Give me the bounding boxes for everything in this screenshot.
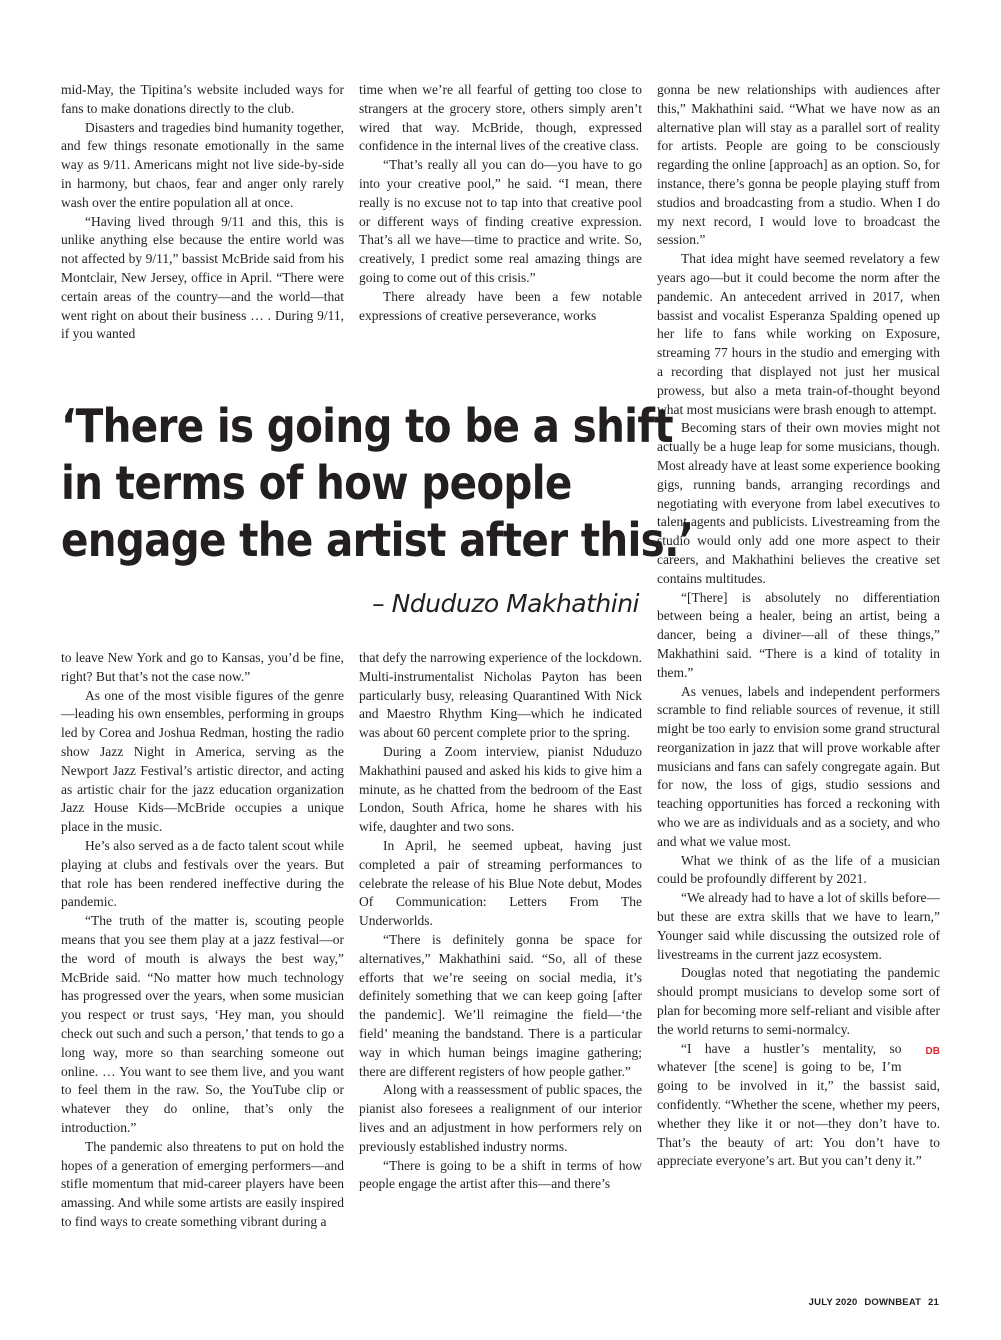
paragraph: “The truth of the matter is, scouting people means that you see them play at a jazz festival—or the word of mouth is always the best way,” McBride said. “No matter how much technology has progressed over the years, when some musician you respect or trust says, ‘Hey man, you should check out such and such a person,’ that tends to go a long way, more so than searching someone out online. … You want to see them live, and you want to feel them in the raw. So, the YouTube clip or whatever they do online, that’s only the introduction.”	[61, 913, 344, 1135]
column-2-top	[359, 81, 642, 325]
column-3	[657, 81, 940, 1171]
paragraph: That idea might have seemed revelatory a few years ago—but it could become the norm after the pandemic. An antecedent arrived in 2017, when bassist and vocalist Esperanza Spalding opened up her life to fans while working on Exposure, streaming 77 hours in the studio and emerging with a recording that displayed not just her musical prowess, but also a meta train-of-thought beyond what most musicians were brash enough to attempt.	[657, 251, 940, 417]
paragraph: Becoming stars of their own movies might not actually be a huge leap for some musicians, though. Most already have at least some experience booking gigs, running bands, arranging recordings and negotiating with everyone from label executives to talent agents and publicists. Livestreaming from the studio would only add one more aspect to their careers, and Makhathini believes the creative set contains multitudes.	[657, 420, 940, 586]
page-footer	[805, 1297, 939, 1308]
paragraph: gonna be new relationships with audiences after this,” Makhathini said. “What we have now as an alternative plan will stay as a parallel sort of reality for artists. People are going to be consciously regarding the online [approach] as an option. So, for instance, there’s gonna be people playing stuff from studios and broadcasting from a studio. When I do my next record, I would love to broadcast the session.”	[657, 82, 940, 248]
footer-date: JULY 2020	[808, 1297, 858, 1308]
paragraph: Douglas noted that negotiating the pandemic should prompt musicians to develop some sort of plan for becoming more self-reliant and visible after the world returns to semi-normalcy.	[657, 965, 940, 1037]
pull-quote	[61, 398, 694, 569]
paragraph: As venues, labels and independent performers scramble to find reliable sources of revenue, it still might be too early to envision some grand structural reorganization in jazz that will prove workable after musicians and fans can safely congregate again. But for now, the loss of gigs, studio sessions and teaching opportunities has forced a reckoning with who we are as individuals and as a society, and who and what we value most.	[657, 683, 940, 849]
paragraph-text: “I have a hustler’s mentality, so whatever [the scene] is going to be, I’m going to be involved in it,” the bassist said, confidently. “Whether the scene, whether my peers, whether they like it or not—they don’t have to. That’s the beauty of art: You don’t have to appreciate everyone’s art. But you can’t deny it.”	[657, 1040, 940, 1169]
paragraph: What we think of as the life of a musician could be profoundly different by 2021.	[657, 852, 940, 887]
column-1-top	[61, 81, 344, 344]
paragraph: to leave New York and go to Kansas, you’d be fine, right? But that’s not the case now.”	[61, 650, 344, 684]
paragraph: “There is definitely gonna be space for alternatives,” Makhathini said. “So, all of these efforts that we’re seeing on social media, it’s definitely something that we can keep going [after the pandemic]. We’ll reimagine the field—‘the field’ meaning the bandstand. There is a particular way in which human beings imagine gathering; there are different registers of how people gather.”	[359, 931, 642, 1079]
paragraph: The pandemic also threatens to put on hold the hopes of a generation of emerging performers—and stifle momentum that mid-career players have been amassing. And while some artists are easily inspired to find ways to create something vibrant during a	[61, 1138, 344, 1229]
footer-page-number: 21	[928, 1297, 939, 1308]
paragraph: Along with a reassessment of public spaces, the pianist also foresees a realignment of our interior lives and an adjustment in how performers rely on previously established industry norms.	[359, 1082, 642, 1154]
end-mark: DB	[925, 1045, 940, 1057]
column-1-bottom	[61, 649, 344, 1232]
pull-quote-attribution: – Nduduzo Makhathini	[372, 589, 639, 618]
footer-magazine: DOWNBEAT	[864, 1297, 922, 1308]
paragraph: “[There] is absolutely no differentiation between being a healer, being an artist, being a dancer, being a diviner—all of these things,” Makhathini said. “There is a kind of totality in them.”	[657, 589, 940, 680]
paragraph: He’s also served as a de facto talent scout while playing at clubs and festivals over the years. But that role has been rendered ineffective during the pandemic.	[61, 837, 344, 910]
paragraph: During a Zoom interview, pianist Nduduzo Makhathini paused and asked his kids to give him a minute, as he chatted from the bedroom of the East London, South Africa, home he shares with his wife, daughter and two sons.	[359, 743, 642, 835]
paragraph: As one of the most visible figures of the genre—leading his own ensembles, performing in groups led by Corea and Joshua Redman, hosting the radio show Jazz Night in America, serving as the Newport Jazz Festival’s artistic director, and acting as artistic chair for the jazz education organization Jazz House Kids—McBride occupies a unique place in the music.	[61, 687, 344, 835]
paragraph: There already have been a few notable expressions of creative perseverance, works	[359, 288, 642, 323]
paragraph: “That’s really all you can do—you have to go into your creative pool,” he said. “I mean, there really is no excuse not to tap into that creative pool or different ways of finding creative expression. That’s all we have—time to practice and write. So, creatively, I predict some real amazing things are going to come out of this crisis.”	[359, 157, 642, 285]
paragraph: Disasters and tragedies bind humanity together, and few things resonate emotionally in the same way as 9/11. Americans might not live side-by-side in harmony, but chaos, fear and anger only rarely wash over the entire population all at once.	[61, 119, 344, 210]
paragraph: that defy the narrowing experience of the lockdown. Multi-instrumentalist Nicholas Payton has been particularly busy, releasing Quarantined With Nick and Maestro Rhythm King—which he indicated was about 60 percent complete prior to the spring.	[359, 650, 642, 741]
paragraph: In April, he seemed upbeat, having just completed a pair of streaming performances to celebrate the release of his Blue Note debut, Modes Of Communication: Letters From The Underworlds.	[359, 837, 642, 929]
paragraph: mid-May, the Tipitina’s website included ways for fans to make donations directly to the club.	[61, 82, 344, 116]
paragraph: “We already had to have a lot of skills before—but these are extra skills that we have to learn,” Younger said while discussing the outsized role of livestreams in the current jazz ecosystem.	[657, 890, 940, 962]
paragraph: time when we’re all fearful of getting too close to strangers at the grocery store, others simply aren’t wired that way. McBride, though, expressed confidence in the internal lives of the creative class.	[359, 82, 642, 154]
pull-quote-line: in terms of how people	[61, 456, 572, 510]
paragraph: “Having lived through 9/11 and this, this is unlike anything else because the entire world was not affected by 9/11,” bassist McBride said from his Montclair, New Jersey, office in April. “There were certain areas of the country—and the world—that went right on about their business … . During 9/11, if you wanted	[61, 213, 344, 342]
paragraph-final	[657, 1040, 940, 1172]
column-2-bottom	[359, 649, 642, 1194]
pull-quote-line: engage the artist after this.’	[61, 513, 694, 567]
paragraph: “There is going to be a shift in terms of how people engage the artist after this—and there’s	[359, 1157, 642, 1192]
pull-quote-line: ‘There is going to be a shift	[61, 399, 673, 453]
